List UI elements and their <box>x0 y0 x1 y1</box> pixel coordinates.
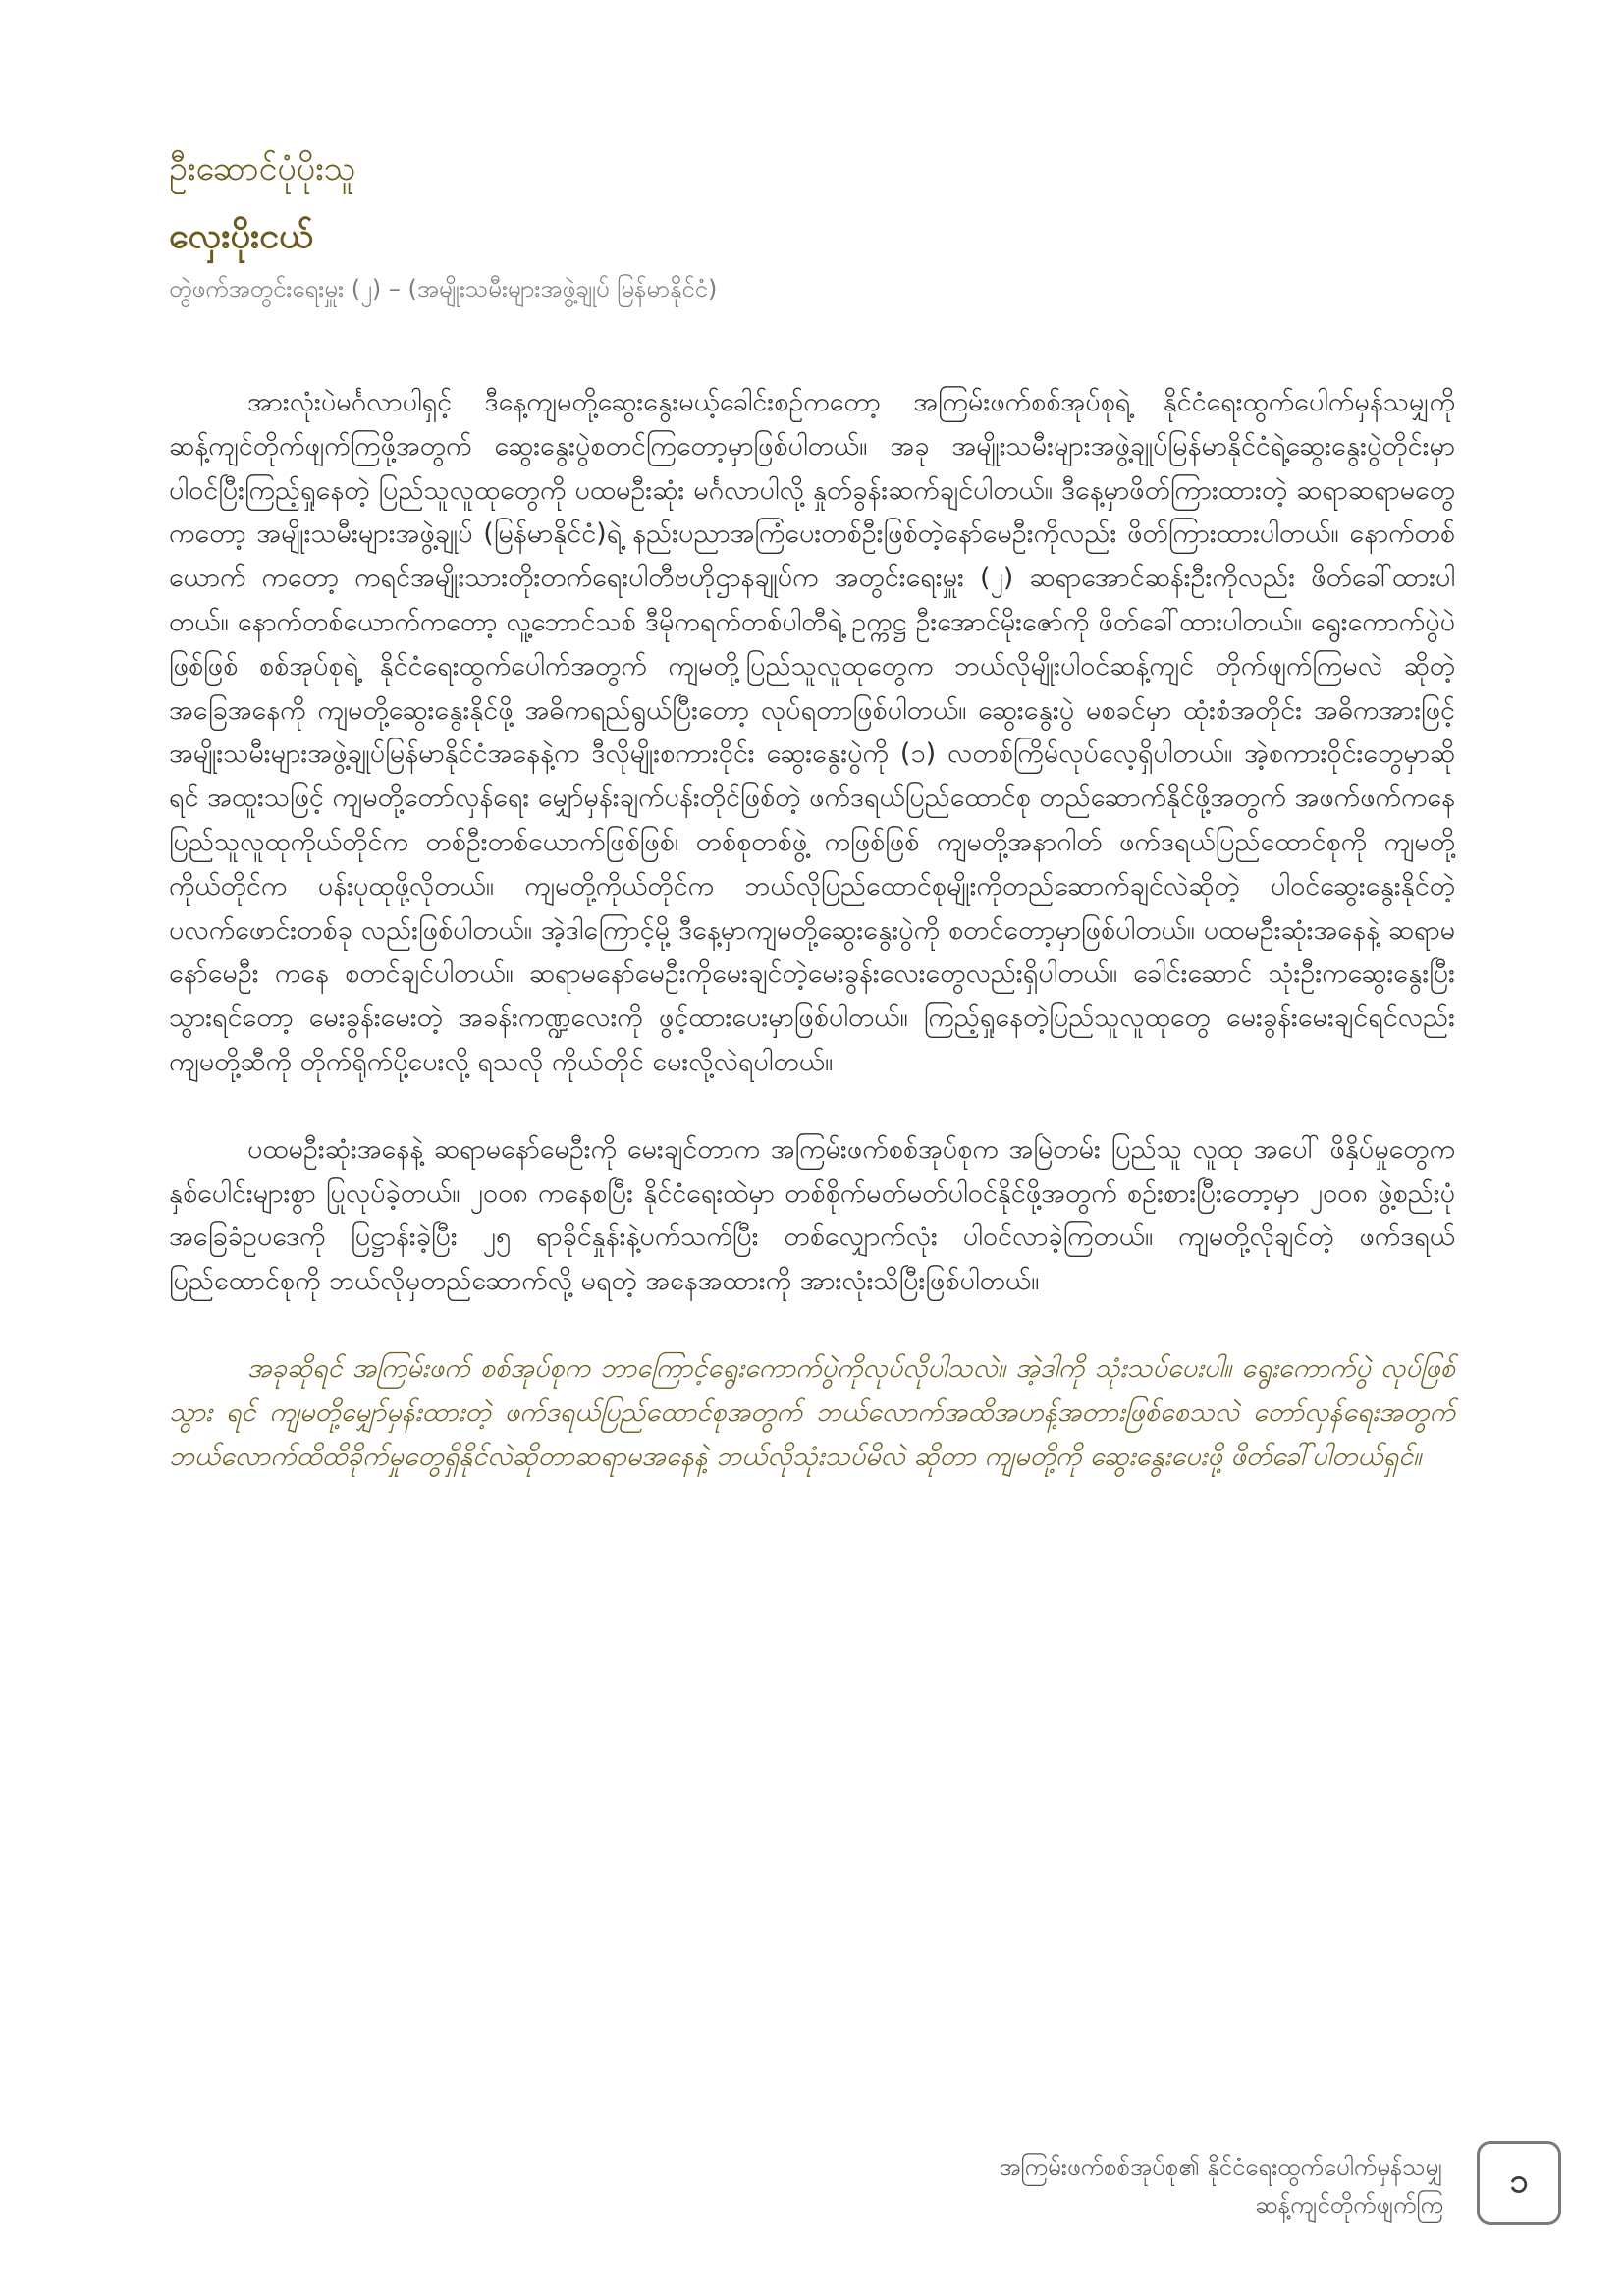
footer-title <box>913 2149 1443 2223</box>
page-number: ၁ <box>1477 2141 1561 2225</box>
moderator-label: ဦးဆောင်ပုံပိုးသူ <box>169 149 356 189</box>
footer-title-line: အကြမ်းဖက်စစ်အုပ်စု၏ နိုင်ငံရေးထွက်ပေါက်မှန်သမျှ <box>999 2154 1443 2181</box>
speaker-role: တွဲဖက်အတွင်းရေးမှူး (၂) – (အမျိုးသမီးများအဖွဲ့ချုပ် မြန်မာနိုင်ငံ) <box>169 274 718 302</box>
footer-title-line: ဆန့်ကျင်တိုက်ဖျက်ကြ <box>1255 2191 1443 2218</box>
paragraph-context: ပထမဦးဆုံးအနေနဲ့ ဆရာမနော်မေဦးကို မေးချင်တာက အကြမ်းဖက်စစ်အုပ်စုက အမြဲတမ်း ပြည်သူ လူထု အပေါ် ဖိနှိပ်မှုတွေက နှစ်ပေါင်းများစွာ ပြုလုပ်ခဲ့တယ်။ ၂၀၀၈ ကနေစပြီး နိုင်ငံရေးထဲမှာ တစ်စိုက်မတ်မတ်ပါဝင်နိုင်ဖို့အတွက် စဉ်းစားပြီးတော့မှာ ၂၀၀၈ ဖွဲ့စည်းပုံ အခြေခံဥပဒေကို ပြဋ္ဌာန်းခဲ့ပြီး ၂၅ ရာခိုင်နှုန်းနဲ့ပက်သက်ပြီး တစ်လျှောက်လုံး ပါဝင်လာခဲ့ကြတယ်။ ကျမတို့လိုချင်တဲ့ ဖက်ဒရယ်ပြည်ထောင်စုကို ဘယ်လိုမှတည်ဆောက်လို့ မရတဲ့ အနေအထားကို အားလုံးသိပြီးဖြစ်ပါတယ်။ <box>169 1133 1455 1297</box>
paragraph-question: အခုဆိုရင် အကြမ်းဖက် စစ်အုပ်စုက ဘာကြောင့်ရွေးကောက်ပွဲကိုလုပ်လိုပါသလဲ။ အဲ့ဒါကို သုံးသပ်ပေးပါ။ ရွေးကောက်ပွဲ လုပ်ဖြစ်သွား ရင် ကျမတို့မျှော်မှန်းထားတဲ့ ဖက်ဒရယ်ပြည်ထောင်စုအတွက် ဘယ်လောက်အထိအဟန့်အတားဖြစ်စေသလဲ တော်လှန်ရေးအတွက်ဘယ်လောက်ထိထိခိုက်မှုတွေရှိနိုင်လဲဆိုတာဆရာမအနေနဲ့ ဘယ်လိုသုံးသပ်မိလဲ ဆိုတာ ကျမတို့ကို ဆွေးနွေးပေးဖို့ ဖိတ်ခေါ်ပါတယ်ရှင်။ <box>169 1352 1455 1472</box>
body-text <box>169 381 1455 1522</box>
speaker-header <box>169 147 1445 304</box>
speaker-name: လှေးပိုးငယ် <box>169 216 314 257</box>
page-footer <box>884 2141 1561 2259</box>
paragraph-introduction: အားလုံးပဲမင်္ဂလာပါရှင့် ဒီနေ့ကျမတို့ဆွေးနွေးမယ့်ခေါင်းစဉ်ကတော့ အကြမ်းဖက်စစ်အုပ်စုရဲ့ နိုင်ငံရေးထွက်ပေါက်မှန်သမျှကို ဆန့်ကျင်တိုက်ဖျက်ကြဖို့အတွက် ဆွေးနွေးပွဲစတင်ကြတော့မှာဖြစ်ပါတယ်။ အခု အမျိုးသမီးများအဖွဲ့ချုပ်မြန်မာနိုင်ငံရဲ့ဆွေးနွေးပွဲတိုင်းမှာ ပါဝင်ပြီးကြည့်ရှုနေတဲ့ ပြည်သူလူထုတွေကို ပထမဦးဆုံး မင်္ဂလာပါလို့ နှုတ်ခွန်းဆက်ချင်ပါတယ်။ ဒီနေ့မှာဖိတ်ကြားထားတဲ့ ဆရာဆရာမတွေကတော့ အမျိုးသမီးများအဖွဲ့ချုပ် (မြန်မာနိုင်ငံ)ရဲ့ နည်းပညာအကြံပေးတစ်ဦးဖြစ်တဲ့နော်မေဦးကိုလည်း ဖိတ်ကြားထားပါတယ်။ နောက်တစ်ယောက် ကတော့ ကရင်အမျိုးသားတိုးတက်ရေးပါတီဗဟိုဌာနချုပ်က အတွင်းရေးမှူး (၂) ဆရာအောင်ဆန်းဦးကိုလည်း ဖိတ်ခေါ်ထားပါတယ်။ နောက်တစ်ယောက်ကတော့ လူ့ဘောင်သစ် ဒီမိုကရက်တစ်ပါတီရဲ့ ဥက္ကဋ္ဌ ဦးအောင်မိုးဇော်ကို ဖိတ်ခေါ်ထားပါတယ်။ ရွေးကောက်ပွဲပဲဖြစ်ဖြစ် စစ်အုပ်စုရဲ့ နိုင်ငံရေးထွက်ပေါက်အတွက် ကျမတို့ပြည်သူလူထုတွေက ဘယ်လိုမျိုးပါဝင်ဆန့်ကျင် တိုက်ဖျက်ကြမလဲ ဆိုတဲ့အခြေအနေကို ကျမတို့ဆွေးနွေးနိုင်ဖို့ အဓိကရည်ရွယ်ပြီးတော့ လုပ်ရတာဖြစ်ပါတယ်။ ဆွေးနွေးပွဲ မစခင်မှာ ထုံးစံအတိုင်း အဓိကအားဖြင့် အမျိုးသမီးများအဖွဲ့ချုပ်မြန်မာနိုင်ငံအနေနဲ့က ဒီလိုမျိုးစကားဝိုင်း ဆွေးနွေးပွဲကို (၁) လတစ်ကြိမ်လုပ်လေ့ရှိပါတယ်။ အဲ့စကားဝိုင်းတွေမှာဆိုရင် အထူးသဖြင့် ကျမတို့တော်လှန်ရေး မျှော်မှန်းချက်ပန်းတိုင်ဖြစ်တဲ့ ဖက်ဒရယ်ပြည်ထောင်စု တည်ဆောက်နိုင်ဖို့အတွက် အဖက်ဖက်ကနေ ပြည်သူလူထုကိုယ်တိုင်က တစ်ဦးတစ်ယောက်ဖြစ်ဖြစ်၊ တစ်စုတစ်ဖွဲ့ ကဖြစ်ဖြစ် ကျမတို့အနာဂါတ် ဖက်ဒရယ်ပြည်ထောင်စုကို ကျမတို့ကိုယ်တိုင်က ပန်းပုထုဖို့လိုတယ်။ ကျမတို့ကိုယ်တိုင်က ဘယ်လိုပြည်ထောင်စုမျိုးကိုတည်ဆောက်ချင်လဲဆိုတဲ့ ပါဝင်ဆွေးနွေးနိုင်တဲ့ ပလက်ဖောင်းတစ်ခု လည်းဖြစ်ပါတယ်။ အဲ့ဒါကြောင့်မို့ ဒီနေ့မှာကျမတို့ဆွေးနွေးပွဲကို စတင်တော့မှာဖြစ်ပါတယ်။ ပထမဦးဆုံးအနေနဲ့ ဆရာမနော်မေဦး ကနေ စတင်ချင်ပါတယ်။ ဆရာမနော်မေဦးကိုမေးချင်တဲ့မေးခွန်းလေးတွေလည်းရှိပါတယ်။ ခေါင်းဆောင် သုံးဦးကဆွေးနွေးပြီးသွားရင်တော့ မေးခွန်းမေးတဲ့ အခန်းကဏ္ဍလေးကို ဖွင့်ထားပေးမှာဖြစ်ပါတယ်။ ကြည့်ရှုနေတဲ့ပြည်သူလူထုတွေ မေးခွန်းမေးချင်ရင်လည်း ကျမတို့ဆီကို တိုက်ရိုက်ပို့ပေးလို့ ရသလို ကိုယ်တိုင် မေးလို့လဲရပါတယ်။ <box>169 387 1455 1077</box>
